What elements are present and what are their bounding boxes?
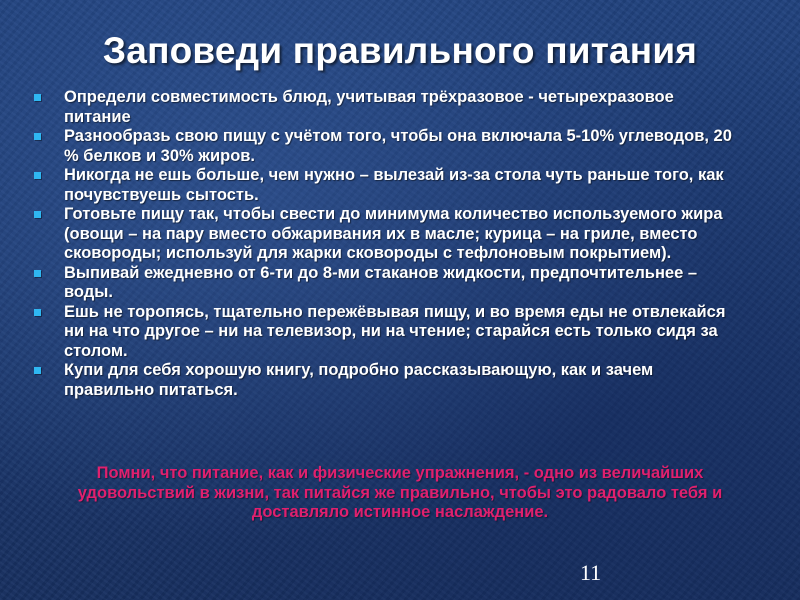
square-bullet-icon bbox=[34, 270, 41, 277]
slide-title: Заповеди правильного питания bbox=[102, 30, 698, 71]
bullet-item bbox=[34, 166, 744, 205]
bullet-item bbox=[34, 205, 744, 264]
square-bullet-icon bbox=[34, 309, 41, 316]
bullet-text: Никогда не ешь больше, чем нужно – вылезай из-за стола чуть раньше того, как почувствуешь сытость. bbox=[64, 166, 724, 204]
bullet-item bbox=[34, 127, 744, 166]
bullet-text: Разнообразь свою пищу с учётом того, чтобы она включала 5-10% углеводов, 20 % белков и 30% жиров. bbox=[64, 127, 732, 165]
bullet-text: Готовьте пищу так, чтобы свести до минимума количество используемого жира (овощи – на пару вместо обжаривания их в масле; курица – на гриле, вместо сковороды; используй для жарки сковороды с тефлоновым покрытием). bbox=[64, 205, 723, 262]
bullet-text: Определи совместимость блюд, учитывая трёхразовое - четырехразовое питание bbox=[64, 88, 674, 126]
square-bullet-icon bbox=[34, 211, 41, 218]
bullet-item bbox=[34, 303, 744, 362]
bullet-text: Выпивай ежедневно от 6-ти до 8-ми стаканов жидкости, предпочтительнее – воды. bbox=[64, 263, 698, 301]
page-number: 11 bbox=[580, 560, 602, 585]
square-bullet-icon bbox=[34, 133, 41, 140]
bullet-item bbox=[34, 264, 744, 303]
square-bullet-icon bbox=[34, 367, 41, 374]
closing-note: Помни, что питание, как и физические упражнения, - одно из величайших удовольствий в жизни, так питайся же правильно, чтобы это радовало тебя и доставляло истинное наслаждение. bbox=[77, 464, 723, 521]
bullet-text: Ешь не торопясь, тщательно пережёвывая пищу, и во время еды не отвлекайся ни на что другое – ни на телевизор, ни на чтение; старайся есть только сидя за столом. bbox=[64, 302, 726, 360]
bullet-text: Купи для себя хорошую книгу, подробно рассказывающую, как и зачем правильно питаться. bbox=[64, 361, 654, 399]
bullet-list bbox=[34, 88, 744, 400]
square-bullet-icon bbox=[34, 172, 41, 179]
bullet-item bbox=[34, 361, 744, 400]
bullet-item bbox=[34, 88, 744, 127]
square-bullet-icon bbox=[34, 94, 41, 101]
